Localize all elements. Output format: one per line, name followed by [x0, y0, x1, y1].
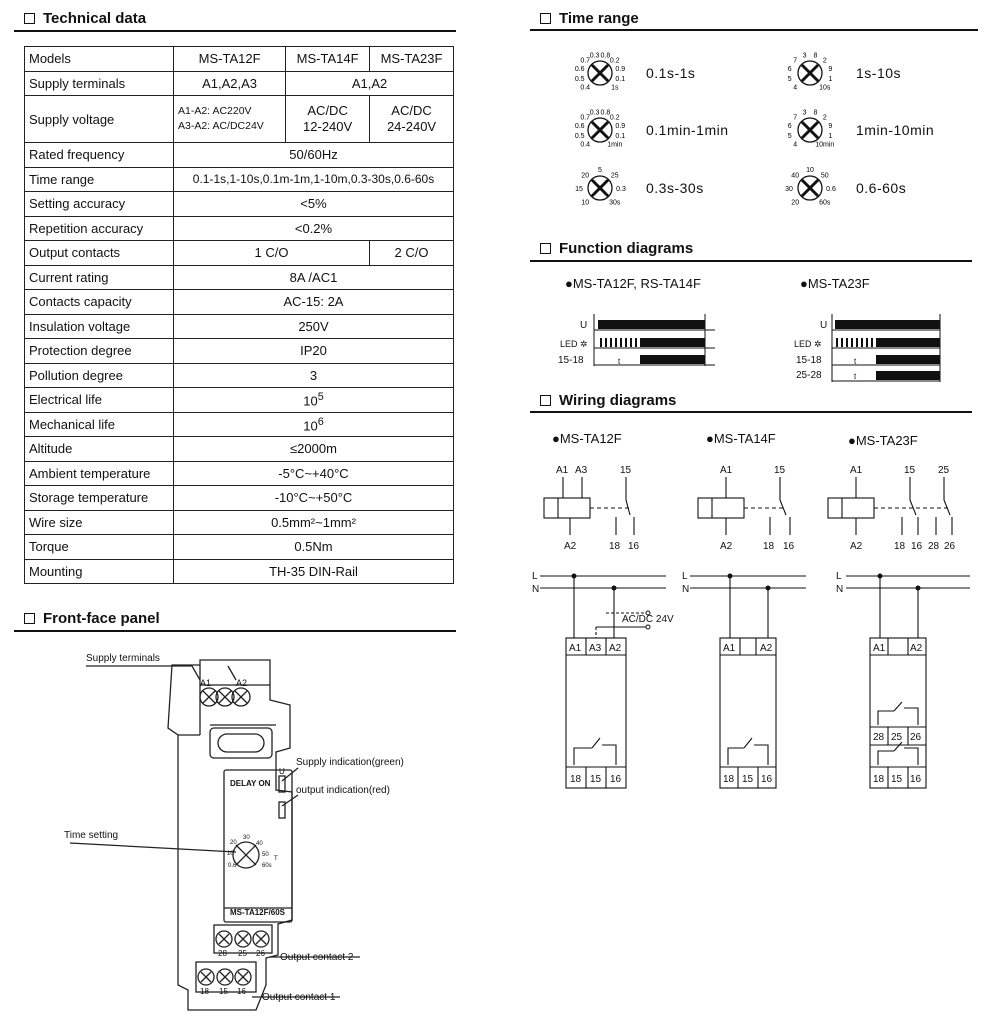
output-contacts-1co: 1 C/O [174, 241, 370, 266]
fd-right-2528: 25-28 [796, 370, 822, 381]
dial-tick-label: 1 [828, 132, 833, 140]
w23-a2: A2 [850, 541, 863, 552]
mounting-value: TH-35 DIN-Rail [174, 559, 454, 584]
dial-tick-label: 5 [787, 75, 792, 83]
technical-rule [14, 30, 456, 32]
wiring-ta14f-title: ●MS-TA14F [706, 431, 776, 446]
table-row [25, 192, 454, 217]
time-range-label: 0.1s-1s [646, 65, 696, 81]
fd-right-1518: 15-18 [796, 355, 822, 366]
front-t18: 18 [200, 987, 209, 996]
front-t: T [274, 856, 278, 862]
front-dial-50: 50 [262, 852, 269, 858]
w14-a2: A2 [720, 541, 733, 552]
w23-16: 16 [911, 541, 923, 552]
callout-output-contact-1: Output contact 1 [262, 992, 336, 1003]
table-row [25, 535, 454, 560]
mechanical-life-base: 10 [303, 417, 318, 433]
dial-tick-label: 0.4 [580, 84, 591, 92]
wire-size-value: 0.5mm²~1mm² [174, 510, 454, 535]
fd-right-t2: t [854, 372, 857, 381]
table-row [25, 510, 454, 535]
callout-output-contact-2: Output contact 2 [280, 952, 354, 963]
dial-tick-label: 60s [819, 199, 831, 207]
supply-terminals-ta12f: A1,A2,A3 [174, 71, 286, 96]
dial-tick-label: 20 [791, 199, 800, 207]
fd-right-u: U [820, 320, 828, 331]
table-row [25, 437, 454, 462]
dial-tick-label: 20 [581, 172, 590, 180]
table-row [25, 388, 454, 413]
dial-tick-label: 0.1 [615, 75, 626, 83]
function-diagram [530, 310, 980, 385]
altitude-value: ≤2000m [174, 437, 454, 462]
current-rating-label: Current rating [25, 265, 174, 290]
dial-tick-label: 50 [820, 172, 829, 180]
table-row [25, 71, 454, 96]
wiring-diagram [530, 455, 990, 795]
w23-18: 18 [894, 541, 906, 552]
w23-15: 15 [904, 465, 916, 476]
dial-tick-label: 8 [813, 109, 818, 117]
wiring-section-label: Wiring diagrams [559, 392, 677, 409]
time-range-dial [770, 160, 860, 210]
dial-tick-label: 6 [787, 66, 792, 74]
contacts-capacity-value: AC-15: 2A [174, 290, 454, 315]
supply-voltage-a3a2: A3-A2: AC/DC24V [178, 120, 264, 132]
callout-supply-terminals: Supply terminals [86, 653, 160, 664]
table-row [25, 339, 454, 364]
dial-tick-label: 40 [791, 172, 800, 180]
w12-acdc: AC/DC 24V [622, 614, 674, 625]
front-dial-20: 20 [230, 840, 237, 846]
dial-tick-label: 0.6 [574, 66, 585, 74]
time-range-dial [560, 160, 650, 210]
w23-mod-18: 18 [873, 774, 885, 785]
w23-26: 26 [944, 541, 956, 552]
time-range-label: 1min-10min [856, 122, 935, 138]
w23-28: 28 [928, 541, 940, 552]
dial-tick-label: 15 [575, 186, 583, 193]
supply-terminals-label: Supply terminals [25, 71, 174, 96]
w12-18: 18 [609, 541, 621, 552]
dial-tick-label: 2 [822, 57, 827, 65]
dial-tick-label: 0.3 [589, 52, 600, 60]
mechanical-life-exp: 6 [317, 415, 324, 428]
table-row [25, 216, 454, 241]
dial-tick-label: 0.3 [589, 109, 600, 117]
w14-mod-a1: A1 [723, 643, 736, 654]
w23-mod-25: 25 [891, 732, 903, 743]
table-row [25, 461, 454, 486]
w23-mod-16: 16 [910, 774, 922, 785]
front-dial-40: 40 [256, 841, 263, 847]
technical-data-label: Technical data [43, 10, 147, 27]
front-t26: 26 [256, 949, 265, 958]
pollution-degree-label: Pollution degree [25, 363, 174, 388]
dial-tick-label: 3 [802, 109, 807, 117]
function-title [540, 240, 693, 257]
dial-tick-label: 30 [785, 186, 793, 193]
dial-tick-label: 0.5 [574, 75, 585, 83]
front-model: MS-TA12F/60S [230, 908, 285, 917]
dial-tick-label: 9 [828, 66, 833, 74]
dial-tick-label: 10 [581, 199, 590, 207]
w23-mod-28: 28 [873, 732, 885, 743]
checkbox-square-icon [540, 13, 551, 24]
time-range-dial [560, 45, 650, 95]
supply-terminals-other: A1,A2 [286, 71, 454, 96]
callout-output-indication: output indication(red) [296, 785, 390, 796]
rated-frequency-value: 50/60Hz [174, 143, 454, 168]
repetition-accuracy-label: Repetition accuracy [25, 216, 174, 241]
dial-tick-label: 0.3 [616, 186, 626, 193]
dial-tick-label: 0.8 [600, 109, 611, 117]
time-range-section-label: Time range [559, 10, 639, 27]
w23-mod-26: 26 [910, 732, 922, 743]
callout-time-setting: Time setting [64, 830, 119, 841]
w12-mod-15: 15 [590, 774, 602, 785]
repetition-accuracy-value: <0.2% [174, 216, 454, 241]
function-right-title: ●MS-TA23F [800, 276, 870, 291]
dial-tick-label: 4 [793, 84, 798, 92]
output-contacts-2co: 2 C/O [370, 241, 454, 266]
technical-data-title [24, 10, 146, 27]
w12-mod-16: 16 [610, 774, 622, 785]
table-row [25, 486, 454, 511]
dial-tick-label: 10 [806, 167, 814, 174]
mechanical-life-label: Mechanical life [25, 412, 174, 437]
insulation-voltage-value: 250V [174, 314, 454, 339]
dial-tick-label: 9 [828, 123, 833, 131]
wiring-ta12f-title: ●MS-TA12F [552, 431, 622, 446]
rated-frequency-label: Rated frequency [25, 143, 174, 168]
checkbox-square-icon [540, 395, 551, 406]
w23-mod-a2: A2 [910, 643, 923, 654]
dial-tick-label: 0.5 [574, 132, 585, 140]
front-a2: A2 [236, 678, 248, 688]
dial-cross-icon [592, 180, 608, 196]
table-row [25, 47, 454, 72]
dial-tick-label: 0.9 [615, 66, 626, 74]
dial-tick-label: 0.7 [580, 57, 591, 65]
front-t28: 28 [218, 949, 227, 958]
torque-value: 0.5Nm [174, 535, 454, 560]
time-range-title [540, 10, 639, 27]
checkbox-square-icon [540, 243, 551, 254]
front-dial-06: 0.6 [228, 863, 237, 869]
wiring-title [540, 392, 676, 409]
front-t16: 16 [237, 987, 246, 996]
supply-voltage-a1a2: A1-A2: AC220V [178, 105, 252, 117]
dial-tick-label: 0.6 [826, 186, 836, 193]
w23-mod-15: 15 [891, 774, 903, 785]
w14-mod-16: 16 [761, 774, 773, 785]
wire-size-label: Wire size [25, 510, 174, 535]
dial-tick-label: 10s [819, 84, 831, 92]
function-rule [530, 260, 972, 262]
dial-cross-icon [592, 65, 608, 81]
dial-tick-label: 6 [787, 123, 792, 131]
dial-tick-label: 0.8 [600, 52, 611, 60]
front-panel-rule [14, 630, 456, 632]
dial-tick-label: 5 [598, 167, 602, 174]
table-row [25, 143, 454, 168]
table-row [25, 559, 454, 584]
w14-n: N [682, 584, 690, 595]
time-range-value: 0.1-1s,1-10s,0.1m-1m,1-10m,0.3-30s,0.6-60s [174, 167, 454, 192]
fd-right-t1: t [854, 357, 857, 366]
technical-table [24, 46, 454, 584]
table-row [25, 265, 454, 290]
table-row [25, 167, 454, 192]
dial-cross-icon [802, 122, 818, 138]
mounting-label: Mounting [25, 559, 174, 584]
front-a1: A1 [200, 678, 212, 688]
wiring-ta23f-title: ●MS-TA23F [848, 433, 918, 448]
storage-temperature-value: -10°C~+50°C [174, 486, 454, 511]
mechanical-life-value [174, 412, 454, 437]
front-panel-title [24, 610, 160, 627]
model-ta14f: MS-TA14F [286, 47, 370, 72]
protection-degree-value: IP20 [174, 339, 454, 364]
w23-mod-a1: A1 [873, 643, 886, 654]
time-range-rule [530, 29, 978, 31]
w14-l: L [682, 571, 688, 582]
fd-left-u: U [580, 320, 588, 331]
supply-voltage-c-range: 24-240V [386, 119, 437, 134]
ambient-temperature-label: Ambient temperature [25, 461, 174, 486]
dial-tick-label: 0.6 [574, 123, 585, 131]
w14-mod-15: 15 [742, 774, 754, 785]
setting-accuracy-value: <5% [174, 192, 454, 217]
electrical-life-exp: 5 [317, 391, 324, 404]
dial-tick-label: 25 [610, 172, 619, 180]
time-range-label: Time range [25, 167, 174, 192]
function-left-title: ●MS-TA12F, RS-TA14F [565, 276, 701, 291]
time-range-dial [770, 45, 860, 95]
altitude-label: Altitude [25, 437, 174, 462]
time-range-label: 1s-10s [856, 65, 902, 81]
supply-voltage-ta23f [370, 96, 454, 143]
dial-tick-label: 3 [802, 52, 807, 60]
dial-tick-label: 8 [813, 52, 818, 60]
front-panel-drawing [0, 640, 460, 1018]
supply-voltage-ta12f [174, 96, 286, 143]
dial-tick-label: 1s [611, 84, 619, 92]
storage-temperature-label: Storage temperature [25, 486, 174, 511]
w14-a1: A1 [720, 465, 733, 476]
table-row [25, 241, 454, 266]
front-dial-10: 10 [227, 851, 234, 857]
w12-l: L [532, 571, 538, 582]
w12-a1: A1 [556, 465, 569, 476]
wiring-rule [530, 411, 972, 413]
w12-mod-a1: A1 [569, 643, 582, 654]
dial-tick-label: 1min [607, 141, 623, 149]
setting-accuracy-label: Setting accuracy [25, 192, 174, 217]
contacts-capacity-label: Contacts capacity [25, 290, 174, 315]
dial-tick-label: 10min [815, 141, 835, 149]
table-row [25, 363, 454, 388]
w14-mod-a2: A2 [760, 643, 773, 654]
front-panel-label: Front-face panel [43, 610, 160, 627]
w23-n: N [836, 584, 844, 595]
front-t25: 25 [238, 949, 247, 958]
insulation-voltage-label: Insulation voltage [25, 314, 174, 339]
w12-mod-a2: A2 [609, 643, 622, 654]
w12-n: N [532, 584, 540, 595]
time-range-label: 0.6-60s [856, 180, 907, 196]
dial-tick-label: 0.1 [615, 132, 626, 140]
checkbox-square-icon [24, 13, 35, 24]
front-dial-30: 30 [243, 835, 250, 841]
output-contacts-label: Output contacts [25, 241, 174, 266]
dial-tick-label: 0.7 [580, 114, 591, 122]
table-row [25, 96, 454, 143]
w12-a3: A3 [575, 465, 588, 476]
function-section-label: Function diagrams [559, 240, 694, 257]
dial-tick-label: 30s [609, 199, 621, 207]
front-t15: 15 [219, 987, 228, 996]
dial-tick-label: 7 [793, 57, 798, 65]
front-delay-on: DELAY ON [230, 779, 271, 788]
table-row [25, 412, 454, 437]
w23-a1: A1 [850, 465, 863, 476]
w12-mod-a3: A3 [589, 643, 602, 654]
dial-tick-label: 2 [822, 114, 827, 122]
dial-cross-icon [802, 65, 818, 81]
w14-15: 15 [774, 465, 786, 476]
supply-voltage-label: Supply voltage [25, 96, 174, 143]
fd-left-led: LED ✲ [560, 339, 588, 349]
electrical-life-label: Electrical life [25, 388, 174, 413]
time-range-label: 0.3s-30s [646, 180, 704, 196]
time-range-dial [770, 102, 860, 152]
supply-voltage-b-range: 12-240V [303, 119, 353, 134]
dial-cross-icon [802, 180, 818, 196]
w23-25: 25 [938, 465, 950, 476]
dial-tick-label: 0.2 [609, 114, 620, 122]
w12-15: 15 [620, 465, 632, 476]
w14-18: 18 [763, 541, 775, 552]
w23-l: L [836, 571, 842, 582]
table-row [25, 290, 454, 315]
protection-degree-label: Protection degree [25, 339, 174, 364]
fd-left-t: t [618, 357, 621, 366]
w12-a2: A2 [564, 541, 577, 552]
dial-tick-label: 0.2 [609, 57, 620, 65]
front-u: U [279, 767, 285, 776]
callout-supply-indication: Supply indication(green) [296, 757, 404, 768]
current-rating-value: 8A /AC1 [174, 265, 454, 290]
dial-cross-icon [592, 122, 608, 138]
fd-left-1518: 15-18 [558, 355, 584, 366]
dial-tick-label: 0.4 [580, 141, 591, 149]
supply-voltage-b-type: AC/DC [307, 103, 348, 118]
models-label: Models [25, 47, 174, 72]
table-row [25, 314, 454, 339]
fd-right-led: LED ✲ [794, 339, 822, 349]
electrical-life-base: 10 [303, 393, 318, 409]
model-ta12f: MS-TA12F [174, 47, 286, 72]
w14-mod-18: 18 [723, 774, 735, 785]
dial-tick-label: 7 [793, 114, 798, 122]
pollution-degree-value: 3 [174, 363, 454, 388]
time-range-dial [560, 102, 650, 152]
dial-tick-label: 5 [787, 132, 792, 140]
time-range-label: 0.1min-1min [646, 122, 729, 138]
w12-mod-18: 18 [570, 774, 582, 785]
dial-tick-label: 4 [793, 141, 798, 149]
ambient-temperature-value: -5°C~+40°C [174, 461, 454, 486]
torque-label: Torque [25, 535, 174, 560]
checkbox-square-icon [24, 613, 35, 624]
front-dial-60s: 60s [262, 863, 272, 869]
supply-voltage-c-type: AC/DC [391, 103, 432, 118]
dial-tick-label: 1 [828, 75, 833, 83]
model-ta23f: MS-TA23F [370, 47, 454, 72]
electrical-life-value [174, 388, 454, 413]
w14-16: 16 [783, 541, 795, 552]
dial-tick-label: 0.9 [615, 123, 626, 131]
w12-16: 16 [628, 541, 640, 552]
supply-voltage-ta14f [286, 96, 370, 143]
